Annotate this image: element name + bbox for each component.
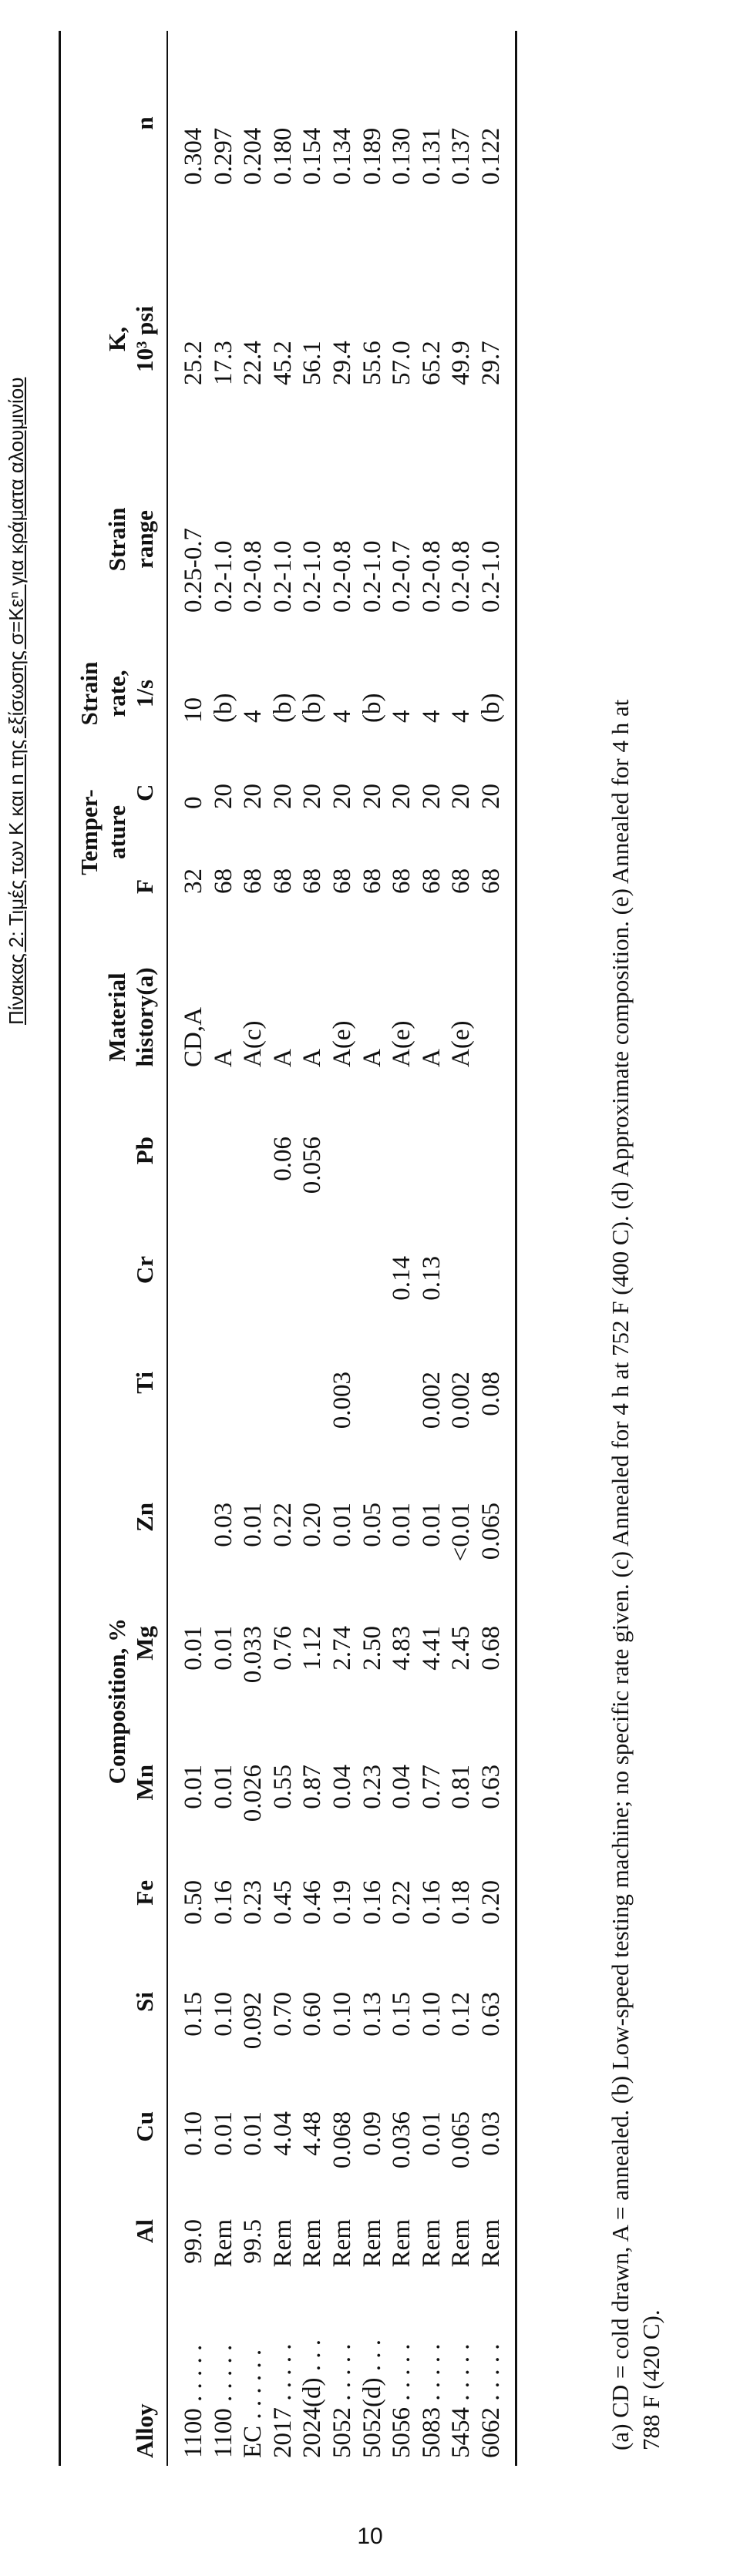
- table-cell: Rem: [268, 2219, 297, 2268]
- table-bottom-rule: [515, 31, 517, 2466]
- table-cell: 4.41: [417, 1626, 446, 1671]
- table-cell: 0.04: [328, 1765, 356, 1809]
- table-cell: 65.2: [417, 341, 446, 385]
- header-strain-range-2: range: [131, 510, 158, 569]
- table-cell: 0.180: [268, 127, 297, 185]
- table-cell: [476, 1137, 506, 1229]
- table-cell: 0.03: [476, 2111, 505, 2156]
- header-mg: Mg: [131, 1626, 158, 1661]
- table-cell: [268, 1256, 298, 1348]
- table-cell: 0.13: [417, 1256, 446, 1301]
- table-cell: [328, 1137, 358, 1229]
- table-cell: 0.46: [298, 1880, 327, 1925]
- table-cell: 0.137: [447, 127, 476, 185]
- header-temp-f: F: [131, 879, 158, 894]
- table-cell: [179, 1372, 209, 1464]
- table-cell: 0.134: [328, 127, 356, 185]
- table-cell: CD,A: [180, 1007, 207, 1067]
- table-cell: Rem: [358, 2219, 386, 2268]
- column-cr: [179, 1256, 506, 1348]
- table-cell: 0.2-1.0: [209, 540, 237, 613]
- table-cell: A(e): [328, 1020, 356, 1067]
- table-cell: 0.05: [358, 1503, 386, 1547]
- table-cell: (b): [268, 693, 297, 723]
- table-cell: 4.83: [388, 1626, 416, 1671]
- table-cell: 0.20: [476, 1880, 505, 1925]
- column-temp-f: [179, 832, 506, 894]
- header-temperature-2: ature: [103, 804, 130, 860]
- table-cell: A: [209, 1049, 237, 1067]
- table-cell: 0.06: [268, 1137, 297, 1181]
- table-cell: 0.16: [358, 1880, 386, 1925]
- table-cell: A: [298, 1049, 327, 1067]
- table-cell: 0.130: [388, 127, 416, 185]
- table-cell: 5056 . . . . .: [388, 2343, 416, 2458]
- table-cell: 29.7: [476, 341, 505, 385]
- column-strain-range: [179, 458, 506, 613]
- table-cell: 0.63: [476, 1992, 505, 2037]
- table-cell: [238, 1256, 268, 1348]
- table-cell: 0.01: [417, 2111, 446, 2156]
- table-cell: 0.2-1.0: [476, 540, 505, 613]
- table-cell: (b): [298, 693, 327, 723]
- table-cell: Rem: [447, 2219, 476, 2268]
- table-cell: 0.154: [298, 127, 327, 185]
- header-temp-c: C: [131, 784, 158, 801]
- header-alloy: Alloy: [131, 2403, 158, 2458]
- table-cell: 0.2-0.8: [328, 540, 356, 613]
- table-cell: 0.81: [447, 1765, 476, 1809]
- header-material-history-1: Material: [103, 972, 130, 1062]
- table-cell: 0.002: [447, 1372, 476, 1429]
- table-cell: 0.026: [239, 1765, 267, 1822]
- table-cell: 22.4: [239, 341, 267, 385]
- table-cell: <0.01: [447, 1503, 476, 1562]
- table-cell: [358, 1256, 388, 1348]
- table-cell: 45.2: [268, 341, 297, 385]
- table-cell: 68: [417, 868, 446, 894]
- table-cell: 0.2-1.0: [298, 540, 327, 613]
- table-cell: 0.87: [298, 1765, 327, 1809]
- table-cell: 4.04: [268, 2111, 297, 2156]
- table-cell: [298, 1256, 328, 1348]
- table-cell: 4.48: [298, 2111, 327, 2156]
- table-cell: 0.10: [209, 1992, 237, 2037]
- table-cell: 0.76: [268, 1626, 297, 1671]
- header-cr: Cr: [131, 1256, 158, 1285]
- table-cell: EC . . . . . .: [239, 2349, 267, 2458]
- header-k-2: 10³ psi: [131, 306, 158, 372]
- table-cell: A: [268, 1049, 297, 1067]
- table-cell: 2.50: [358, 1626, 386, 1671]
- table-caption: [3, 0, 28, 2576]
- table-cell: [417, 1137, 447, 1229]
- table-cell: Rem: [209, 2219, 237, 2268]
- table-cell: [209, 1256, 239, 1348]
- table-cell: [476, 929, 506, 1067]
- table-cell: A(e): [447, 1020, 476, 1067]
- header-ti: Ti: [131, 1372, 158, 1394]
- table-cell: 1100 . . . . .: [180, 2344, 207, 2458]
- header-strain-rate-3: 1/s: [131, 679, 158, 708]
- table-cell: 20: [358, 784, 386, 809]
- table-cell: 0.18: [447, 1880, 476, 1925]
- table-cell: 0.10: [180, 2111, 207, 2156]
- table-cell: 99.0: [180, 2219, 207, 2264]
- table-cell: 0.2-1.0: [358, 540, 386, 613]
- table-cell: [328, 1256, 358, 1348]
- header-cu: Cu: [131, 2111, 158, 2142]
- header-k-1: K,: [103, 327, 130, 351]
- table-cell: 0.01: [417, 1503, 446, 1547]
- column-strain-rate: [179, 638, 506, 723]
- table-cell: 20: [417, 784, 446, 809]
- table-cell: 68: [388, 868, 416, 894]
- table-cell: [179, 1137, 209, 1229]
- table-cell: 0.15: [388, 1992, 416, 2037]
- table-cell: [387, 1137, 417, 1229]
- table-cell: 0.068: [328, 2111, 356, 2169]
- table-cell: [446, 1256, 476, 1348]
- table-cell: 0.10: [417, 1992, 446, 2037]
- header-strain-range-1: Strain: [103, 507, 130, 572]
- column-zn: [179, 1503, 506, 1595]
- table-cell: 0.10: [328, 1992, 356, 2037]
- table-cell: 4: [239, 710, 267, 723]
- table-cell: A: [417, 1049, 446, 1067]
- table-cell: (b): [209, 693, 237, 723]
- table-cell: Rem: [476, 2219, 505, 2268]
- table-cell: A(c): [239, 1020, 267, 1067]
- table-cell: 0.22: [388, 1880, 416, 1925]
- table-cell: 68: [298, 868, 327, 894]
- table-cell: [179, 1256, 209, 1348]
- table-cell: 0.131: [417, 127, 446, 185]
- table-cell: 4: [447, 710, 476, 723]
- table-cell: 0.15: [180, 1992, 207, 2037]
- table-cell: 0.01: [180, 1626, 207, 1671]
- table-cell: 57.0: [388, 341, 416, 385]
- table-cell: 0.092: [239, 1992, 267, 2050]
- table-cell: 0.12: [447, 1992, 476, 2037]
- table-cell: 0.50: [180, 1880, 207, 1925]
- table-cell: 0.25-0.7: [180, 528, 207, 613]
- table-cell: 0.304: [180, 127, 207, 185]
- header-material-history-2: history(a): [131, 967, 158, 1067]
- table-cell: 2017 . . . . .: [268, 2343, 297, 2458]
- table-cell: 0.01: [239, 2111, 267, 2156]
- table-cell: 0.122: [476, 127, 505, 185]
- table-cell: 6062 . . . . .: [476, 2343, 505, 2458]
- column-k: [179, 293, 506, 385]
- table-cell: (b): [476, 693, 505, 723]
- table-cell: 29.4: [328, 341, 356, 385]
- table-cell: A: [358, 1049, 386, 1067]
- table-cell: 25.2: [180, 341, 207, 385]
- table-cell: 0.2-0.8: [417, 540, 446, 613]
- table-cell: 2024(d) . . .: [298, 2339, 327, 2458]
- header-fe: Fe: [131, 1880, 158, 1906]
- table-cell: 0.23: [239, 1880, 267, 1925]
- table-cell: 5083 . . . . .: [417, 2343, 446, 2458]
- table-cell: 0.189: [358, 127, 386, 185]
- table-cell: 68: [358, 868, 386, 894]
- column-mn: [179, 1765, 506, 1857]
- table-cell: 0.002: [417, 1372, 446, 1429]
- table-cell: 0.2-0.8: [239, 540, 267, 613]
- table-cell: 0.16: [209, 1880, 237, 1925]
- table-cell: [268, 1372, 298, 1464]
- table-cell: 4: [417, 710, 446, 723]
- header-temperature-1: Temper-: [76, 789, 103, 875]
- table-cell: 0.297: [209, 127, 237, 185]
- table-cell: [238, 1372, 268, 1464]
- column-pb: [179, 1137, 506, 1229]
- table-cell: 0.2-0.7: [388, 540, 416, 613]
- table-cell: [209, 1372, 239, 1464]
- table-cell: Rem: [388, 2219, 416, 2268]
- column-si: [179, 1992, 506, 2077]
- header-strain-rate-1: Strain: [76, 661, 103, 726]
- table-cell: 20: [239, 784, 267, 809]
- header-composition-group: Composition, %: [103, 1618, 130, 1785]
- table-cell: 0.14: [388, 1256, 416, 1301]
- table-cell: 99.5: [239, 2219, 267, 2264]
- table-cell: 2.74: [328, 1626, 356, 1671]
- table-cell: 5052(d) . . .: [358, 2339, 386, 2458]
- table-cell: 0.01: [209, 2111, 237, 2156]
- table-cell: 49.9: [447, 341, 476, 385]
- table-cell: 0.16: [417, 1880, 446, 1925]
- table-cell: [179, 1503, 209, 1595]
- column-fe: [179, 1880, 506, 1965]
- table-cell: 0.036: [388, 2111, 416, 2169]
- table-cell: 20: [388, 784, 416, 809]
- table-cell: 32: [180, 868, 207, 894]
- table-cell: Rem: [328, 2219, 356, 2268]
- table-cell: 0.13: [358, 1992, 386, 2037]
- table-cell: 68: [476, 868, 505, 894]
- header-strain-rate-2: rate,: [103, 670, 130, 717]
- table-cell: [476, 1256, 506, 1348]
- table-cell: [358, 1137, 388, 1229]
- table-cell: 0.204: [239, 127, 267, 185]
- table-cell: 0.2-1.0: [268, 540, 297, 613]
- table-cell: 10: [180, 697, 207, 723]
- table-cell: 0.033: [239, 1626, 267, 1684]
- table-cell: 20: [298, 784, 327, 809]
- table-cell: A(e): [388, 1020, 416, 1067]
- column-cu: [179, 2111, 506, 2196]
- table-cell: [238, 1137, 268, 1229]
- column-ti: [179, 1372, 506, 1464]
- table-cell: 0.03: [209, 1503, 237, 1547]
- table-cell: 0.003: [328, 1372, 356, 1429]
- column-material-history: [179, 929, 506, 1067]
- table-cell: 20: [209, 784, 237, 809]
- table-cell: 0.77: [417, 1765, 446, 1809]
- table-cell: 20: [447, 784, 476, 809]
- table-cell: 0.04: [388, 1765, 416, 1809]
- table-cell: 0.19: [328, 1880, 356, 1925]
- table-cell: 0.065: [476, 1503, 505, 1560]
- table-cell: 0.22: [268, 1503, 297, 1547]
- table-cell: 0.056: [298, 1137, 327, 1194]
- table-cell: 0.01: [328, 1503, 356, 1547]
- table-caption-text: Πίνακας 2: Τιμές των K και n της εξίσωσης σ=Kεⁿ για κράματα αλουμινίου: [5, 377, 28, 1025]
- footnote-line-2: 788 F (420 C).: [637, 2309, 664, 2450]
- table-cell: 68: [328, 868, 356, 894]
- table-cell: 5052 . . . . .: [328, 2343, 356, 2458]
- table-cell: 4: [328, 710, 356, 723]
- table-cell: 0.70: [268, 1992, 297, 2037]
- table-cell: 20: [328, 784, 356, 809]
- table-footnote: [605, 46, 667, 2450]
- table-cell: 0.45: [268, 1880, 297, 1925]
- table-cell: 0.2-0.8: [447, 540, 476, 613]
- table-cell: 0.68: [476, 1626, 505, 1671]
- table-cell: [358, 1372, 388, 1464]
- table-cell: [209, 1137, 239, 1229]
- table-cell: 1.12: [298, 1626, 327, 1671]
- table-cell: 0.09: [358, 2111, 386, 2156]
- table-cell: 1100 . . . . .: [209, 2344, 237, 2458]
- column-mg: [179, 1626, 506, 1718]
- table-cell: 0.55: [268, 1765, 297, 1809]
- table-top-rule: [59, 31, 61, 2466]
- table-cell: 0.01: [388, 1503, 416, 1547]
- table-cell: [387, 1372, 417, 1464]
- header-zn: Zn: [131, 1503, 158, 1532]
- header-n: n: [131, 116, 158, 130]
- table-cell: 0.20: [298, 1503, 327, 1547]
- table-cell: 0.60: [298, 1992, 327, 2037]
- column-n: [179, 85, 506, 185]
- header-pb: Pb: [131, 1137, 158, 1165]
- table-cell: 68: [239, 868, 267, 894]
- table-cell: 56.1: [298, 341, 327, 385]
- column-temp-c: [179, 747, 506, 809]
- header-mn: Mn: [131, 1765, 158, 1801]
- footnote-line-1: (a) CD = cold drawn, A = annealed. (b) Low-speed testing machine; no specific rate given. (c) Annealed for 4 h at 752 F (400 C). (d) Approximate composition. (e) Annealed for 4 h at: [607, 699, 634, 2450]
- table-cell: 0.01: [209, 1626, 237, 1671]
- page-number: 10: [357, 2524, 383, 2549]
- table-cell: 20: [268, 784, 297, 809]
- table-cell: 2.45: [447, 1626, 476, 1671]
- table-cell: [446, 1137, 476, 1229]
- table-header-rule: [166, 31, 168, 2466]
- table-cell: 4: [388, 710, 416, 723]
- table-cell: 55.6: [358, 341, 386, 385]
- column-al: [179, 2219, 506, 2296]
- column-alloy: [179, 2296, 506, 2458]
- table-cell: 0.08: [476, 1372, 505, 1416]
- table-cell: 0.01: [209, 1765, 237, 1809]
- table-cell: 5454 . . . . .: [447, 2343, 476, 2458]
- table-cell: 17.3: [209, 341, 237, 385]
- table-cell: Rem: [298, 2219, 327, 2268]
- table-cell: [298, 1372, 328, 1464]
- table-cell: 68: [447, 868, 476, 894]
- table-cell: 0.065: [447, 2111, 476, 2169]
- table-cell: 0.01: [239, 1503, 267, 1547]
- header-si: Si: [131, 1992, 158, 2012]
- table-cell: 68: [268, 868, 297, 894]
- table-cell: 68: [209, 868, 237, 894]
- table-cell: (b): [358, 693, 386, 723]
- table-cell: 0.63: [476, 1765, 505, 1809]
- rotated-table: [54, 31, 717, 2466]
- table-cell: Rem: [417, 2219, 446, 2268]
- table-cell: 0: [180, 796, 207, 809]
- table-cell: 0.23: [358, 1765, 386, 1809]
- table-cell: 0.01: [180, 1765, 207, 1809]
- table-cell: 20: [476, 784, 505, 809]
- header-al: Al: [131, 2219, 158, 2243]
